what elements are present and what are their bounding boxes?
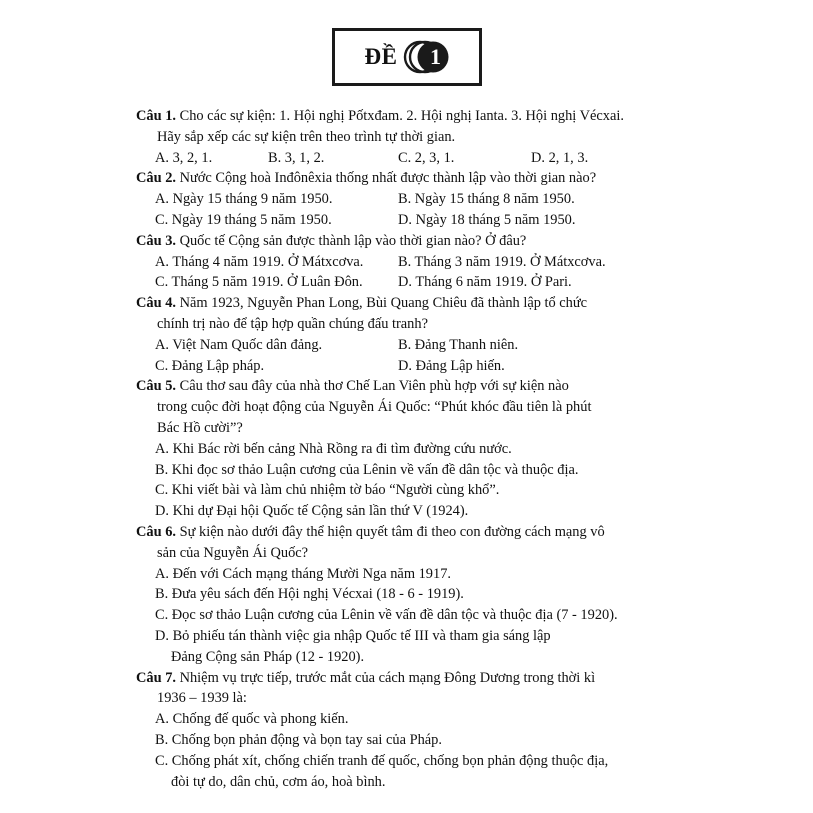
question-stem: [136, 231, 669, 252]
answer-option-b[interactable]: B. Tháng 3 năm 1919. Ở Mátxcơva.: [398, 253, 606, 270]
question-label: Câu 6.: [136, 523, 176, 540]
answer-option-a[interactable]: A. 3, 2, 1.: [155, 149, 213, 166]
question-label: Câu 3.: [136, 232, 176, 249]
answer-option-c-line: đòi tự do, dân chủ, cơm áo, hoà bình.: [171, 773, 386, 790]
answer-option-b[interactable]: B. Ngày 15 tháng 8 năm 1950.: [398, 191, 575, 208]
exam-number-badge: [403, 38, 449, 76]
question-text-line: Sự kiện nào dưới đây thể hiện quyết tâm đi theo con đường cách mạng vô: [179, 523, 605, 540]
answer-option-c[interactable]: C. Ngày 19 tháng 5 năm 1950.: [155, 211, 332, 228]
answer-option-c[interactable]: C. Đọc sơ thảo Luận cương của Lênin về vấn đề dân tộc và thuộc địa (7 - 1920).: [155, 607, 618, 624]
answer-option-a[interactable]: A. Khi Bác rời bến cảng Nhà Rồng ra đi tìm đường cứu nước.: [155, 440, 512, 457]
question-text-line: Nước Cộng hoà Inđônêxia thống nhất được thành lập vào thời gian nào?: [179, 170, 597, 187]
answer-option-c-line: C. Chống phát xít, chống chiến tranh đế quốc, chống bọn phản động thuộc địa,: [155, 752, 609, 769]
question-label: Câu 4.: [136, 295, 176, 312]
answer-option-b[interactable]: B. Đưa yêu sách đến Hội nghị Vécxai (18 - 6 - 1919).: [155, 586, 464, 603]
answer-options: [136, 148, 669, 169]
answer-options: [136, 709, 669, 792]
question-stem: [136, 293, 669, 314]
exam-title-box: [332, 28, 482, 86]
question-4: [136, 293, 669, 376]
exam-number: 1: [429, 44, 441, 69]
answer-option-b[interactable]: B. 3, 1, 2.: [268, 149, 325, 166]
answer-options: [136, 439, 669, 522]
answer-option-c[interactable]: C. Tháng 5 năm 1919. Ở Luân Đôn.: [155, 274, 363, 291]
question-text-line: Câu thơ sau đây của nhà thơ Chế Lan Viên phù hợp với sự kiện nào: [179, 378, 569, 395]
question-text-line: Quốc tế Cộng sản được thành lập vào thời gian nào? Ở đâu?: [179, 232, 527, 249]
answer-option-d[interactable]: D. Khi dự Đại hội Quốc tế Cộng sản lần thứ V (1924).: [155, 503, 469, 520]
question-text-line: Cho các sự kiện: 1. Hội nghị Pốtxđam. 2. Hội nghị Ianta. 3. Hội nghị Vécxai.: [179, 108, 624, 124]
question-label: Câu 2.: [136, 170, 176, 187]
question-text-line: Hãy sắp xếp các sự kiện trên theo trình tự thời gian.: [157, 128, 456, 145]
answer-option-d[interactable]: D. Ngày 18 tháng 5 năm 1950.: [398, 211, 576, 228]
answer-option-d[interactable]: [155, 626, 669, 668]
question-label: Câu 5.: [136, 378, 176, 395]
answer-option-c[interactable]: C. Khi viết bài và làm chủ nhiệm tờ báo “Người cùng khổ”.: [155, 482, 500, 499]
question-3: [136, 231, 669, 293]
answer-options: [136, 252, 669, 294]
question-text-line: sản của Nguyễn Ái Quốc?: [157, 544, 309, 561]
question-2: [136, 168, 669, 230]
answer-option-a[interactable]: A. Việt Nam Quốc dân đảng.: [155, 336, 323, 353]
exam-title-word: ĐỀ: [364, 44, 398, 69]
answer-option-a[interactable]: A. Tháng 4 năm 1919. Ở Mátxcơva.: [155, 253, 364, 270]
answer-option-c[interactable]: C. 2, 3, 1.: [398, 149, 455, 166]
answer-option-a[interactable]: A. Ngày 15 tháng 9 năm 1950.: [155, 191, 333, 208]
question-text-line: Năm 1923, Nguyễn Phan Long, Bùi Quang Chiêu đã thành lập tổ chức: [179, 295, 588, 312]
question-text-line: chính trị nào để tập hợp quần chúng đấu tranh?: [157, 315, 428, 332]
answer-options: [136, 335, 669, 377]
question-label: Câu 1.: [136, 108, 176, 124]
question-stem: [136, 522, 669, 543]
question-text-line: Bác Hồ cười”?: [157, 419, 243, 436]
answer-options: [136, 189, 669, 231]
question-list: [136, 106, 669, 792]
question-1: [136, 106, 669, 168]
answer-option-c[interactable]: [155, 751, 669, 793]
question-5: [136, 376, 669, 522]
question-label: Câu 7.: [136, 669, 176, 686]
answer-option-d[interactable]: D. Đảng Lập hiến.: [398, 357, 505, 374]
question-stem: [136, 668, 669, 689]
question-text-line: 1936 – 1939 là:: [157, 690, 247, 707]
answer-option-d[interactable]: D. 2, 1, 3.: [531, 149, 589, 166]
answer-option-b[interactable]: B. Khi đọc sơ thảo Luận cương của Lênin về vấn đề dân tộc và thuộc địa.: [155, 461, 579, 478]
answer-option-b[interactable]: B. Chống bọn phản động và bọn tay sai của Pháp.: [155, 731, 442, 748]
question-6: [136, 522, 669, 668]
answer-option-c[interactable]: C. Đảng Lập pháp.: [155, 357, 265, 374]
answer-options: [136, 564, 669, 668]
answer-option-d-line: D. Bỏ phiếu tán thành việc gia nhập Quốc tế III và tham gia sáng lập: [155, 627, 551, 644]
question-stem: [136, 106, 669, 127]
answer-option-b[interactable]: B. Đảng Thanh niên.: [398, 336, 519, 353]
answer-option-d[interactable]: D. Tháng 6 năm 1919. Ở Pari.: [398, 274, 572, 291]
question-7: [136, 668, 669, 793]
answer-option-a[interactable]: A. Đến với Cách mạng tháng Mười Nga năm 1917.: [155, 565, 451, 582]
question-text-line: trong cuộc đời hoạt động của Nguyễn Ái Quốc: “Phút khóc đầu tiên là phút: [157, 399, 592, 416]
answer-option-d-line: Đảng Cộng sản Pháp (12 - 1920).: [171, 648, 365, 665]
question-stem: [136, 168, 669, 189]
answer-option-a[interactable]: A. Chống đế quốc và phong kiến.: [155, 711, 349, 728]
question-stem: [136, 376, 669, 397]
question-text-line: Nhiệm vụ trực tiếp, trước mắt của cách mạng Đông Dương trong thời kì: [179, 669, 596, 686]
